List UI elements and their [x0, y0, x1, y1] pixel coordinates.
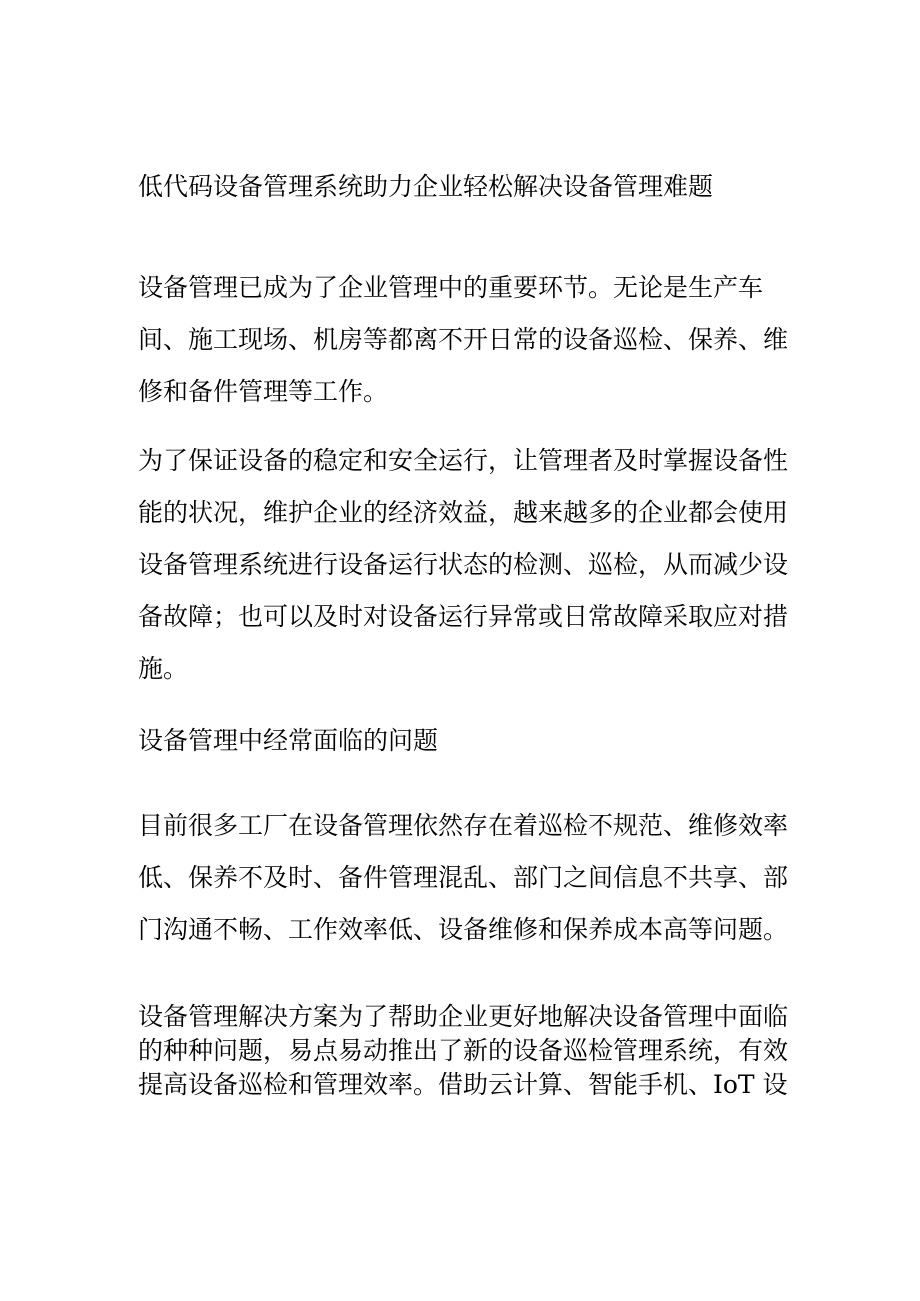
paragraph-line: 设备管理系统进行设备运行状态的检测、巡检，从而减少设 [138, 550, 789, 579]
paragraph-line: 为了保证设备的稳定和安全运行，让管理者及时掌握设备性 [138, 446, 789, 475]
paragraph-line: 目前很多工厂在设备管理依然存在着巡检不规范、维修效率 [138, 811, 789, 840]
paragraph-line: 间、施工现场、机房等都离不开日常的设备巡检、保养、维 [138, 325, 789, 354]
section-heading [138, 715, 788, 767]
paragraph-line: 提高设备巡检和管理效率。借助云计算、智能手机、IoT 设 [138, 1070, 788, 1099]
paragraph-line: 设备管理解决方案为了帮助企业更好地解决设备管理中面临 [138, 1002, 789, 1031]
paragraph-line: 施。 [138, 654, 189, 683]
paragraph-line: 门沟通不畅、工作效率低、设备维修和保养成本高等问题。 [138, 915, 789, 944]
paragraph-line: 设备管理已成为了企业管理中的重要环节。无论是生产车 [138, 273, 764, 302]
document-title [138, 161, 788, 213]
paragraph-line: 能的状况，维护企业的经济效益，越来越多的企业都会使用 [138, 498, 789, 527]
paragraph-solution [138, 1000, 788, 1102]
paragraph-line: 的种种问题，易点易动推出了新的设备巡检管理系统，有效 [138, 1036, 789, 1065]
paragraph-line: 低、保养不及时、备件管理混乱、部门之间信息不共享、部 [138, 863, 789, 892]
paragraph-problems [138, 800, 788, 956]
section-heading-text: 设备管理中经常面临的问题 [138, 726, 439, 755]
title-text: 低代码设备管理系统助力企业轻松解决设备管理难题 [138, 172, 714, 201]
paragraph-purpose [138, 435, 788, 695]
paragraph-line: 修和备件管理等工作。 [138, 377, 389, 406]
paragraph-line: 备故障；也可以及时对设备运行异常或日常故障采取应对措 [138, 602, 789, 631]
paragraph-intro [138, 262, 788, 418]
